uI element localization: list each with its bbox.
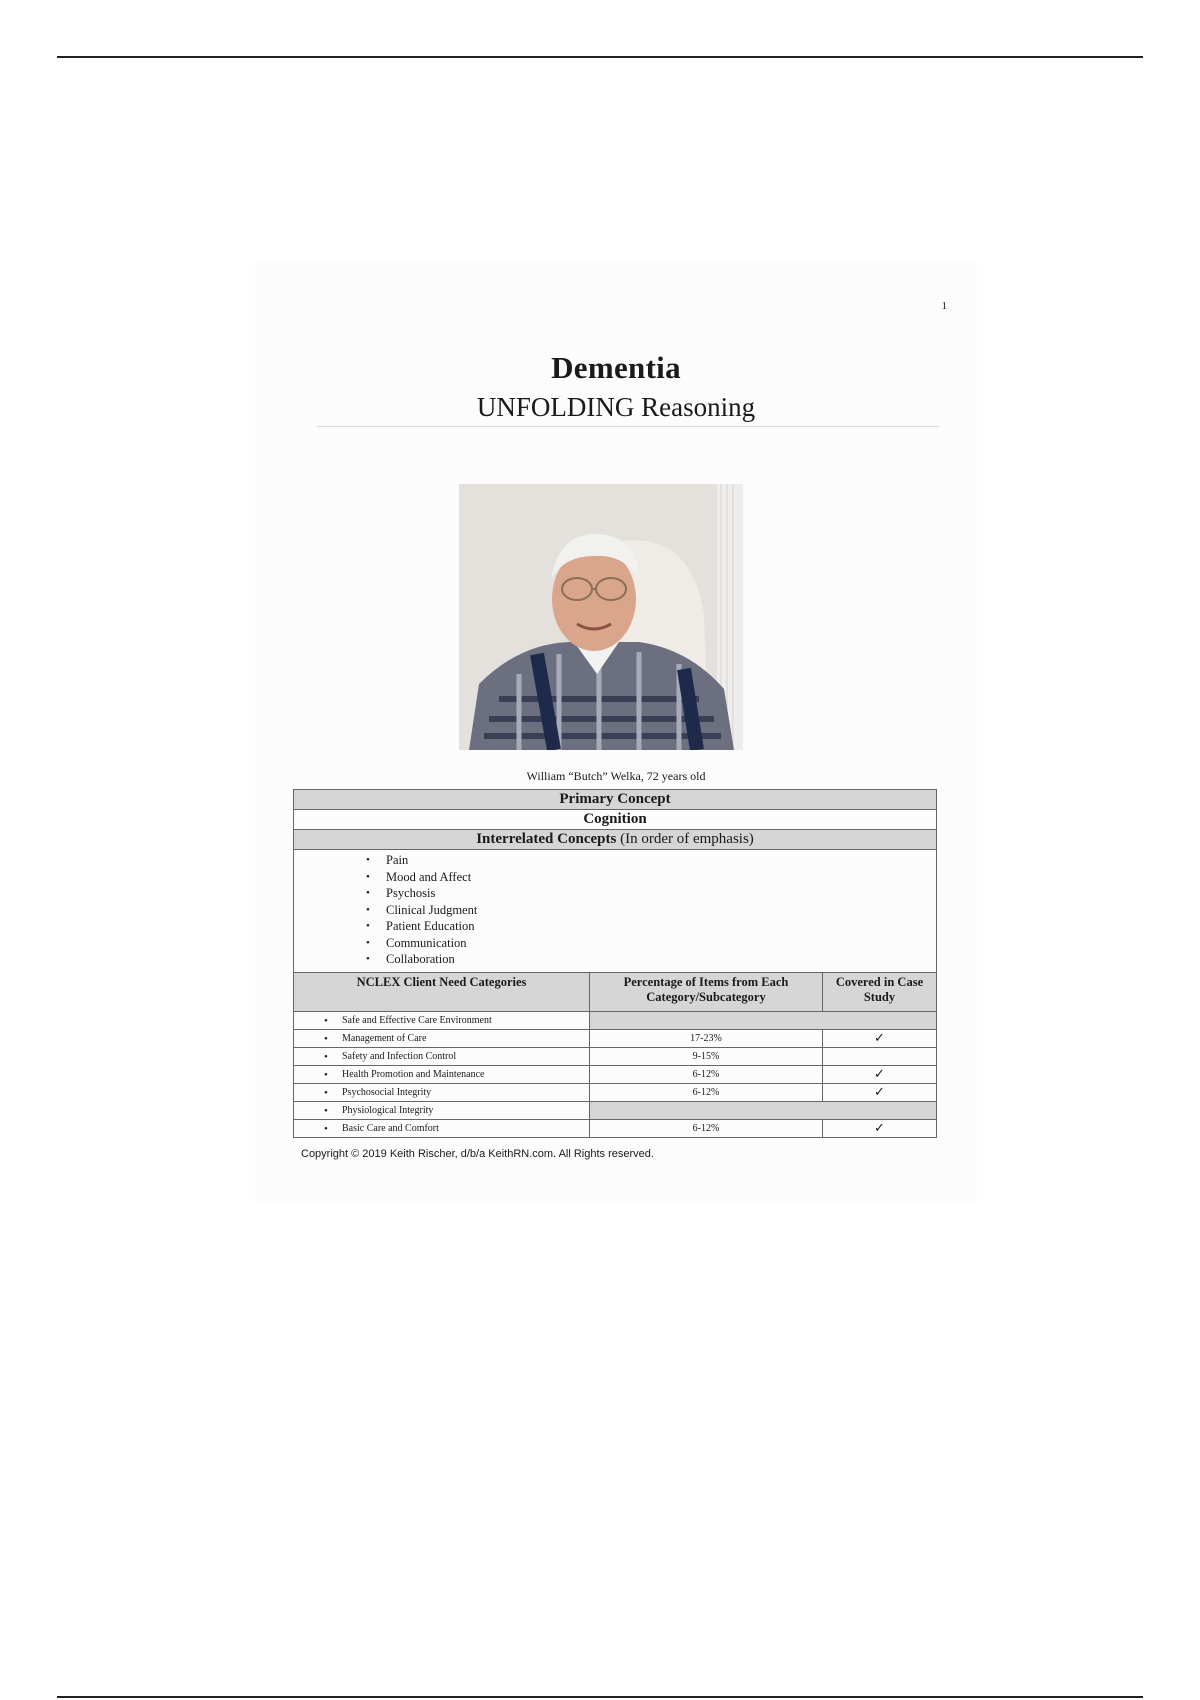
category-cell: • Health Promotion and Maintenance: [294, 1066, 590, 1084]
interrelated-concepts-note: (In order of emphasis): [620, 831, 754, 847]
check-mark-icon: ✓: [823, 1030, 937, 1048]
check-mark-icon: ✓: [823, 1066, 937, 1084]
table-row: [294, 1030, 937, 1048]
category-cell: • Psychosocial Integrity: [294, 1084, 590, 1102]
copyright-notice: Copyright © 2019 Keith Rischer, d/b/a KeithRN.com. All Rights reserved.: [301, 1148, 654, 1160]
patient-photo: [459, 484, 743, 750]
interrelated-concepts-header: [294, 830, 937, 850]
category-cell: • Physiological Integrity: [294, 1102, 590, 1120]
concept-table: [293, 789, 937, 1138]
nclex-covered-header: Covered in Case Study: [823, 973, 937, 1012]
category-cell: • Management of Care: [294, 1030, 590, 1048]
bottom-rule: [57, 1696, 1143, 1698]
table-row: [294, 1048, 937, 1066]
list-item: • Collaboration: [386, 951, 936, 968]
primary-concept-value: Cognition: [294, 810, 937, 830]
page-subtitle: UNFOLDING Reasoning: [476, 392, 756, 422]
primary-concept-header: Primary Concept: [294, 790, 937, 810]
shaded-cell: [590, 1102, 937, 1120]
shaded-cell: [590, 1012, 937, 1030]
list-item: • Clinical Judgment: [386, 902, 936, 919]
interrelated-concepts-label: Interrelated Concepts: [476, 831, 617, 847]
table-row: [294, 1012, 937, 1030]
photo-caption: William “Butch” Welka, 72 years old: [526, 769, 706, 783]
category-cell: • Safe and Effective Care Environment: [294, 1012, 590, 1030]
interrelated-concepts-list: [294, 850, 937, 973]
nclex-category-header: NCLEX Client Need Categories: [294, 973, 590, 1012]
percentage-cell: 9-15%: [590, 1048, 823, 1066]
table-row: [294, 1066, 937, 1084]
check-mark-icon: ✓: [823, 1084, 937, 1102]
list-item: • Psychosis: [386, 885, 936, 902]
nclex-percentage-header: Percentage of Items from Each Category/Subcategory: [590, 973, 823, 1012]
category-cell: • Basic Care and Comfort: [294, 1120, 590, 1138]
check-mark-icon: ✓: [823, 1120, 937, 1138]
percentage-cell: 6-12%: [590, 1084, 823, 1102]
title-divider: [317, 426, 939, 427]
list-item: • Pain: [386, 852, 936, 869]
document-page: [255, 262, 977, 1202]
table-row: [294, 1120, 937, 1138]
covered-cell: [823, 1048, 937, 1066]
percentage-cell: 6-12%: [590, 1120, 823, 1138]
list-item: • Patient Education: [386, 918, 936, 935]
page-number: 1: [941, 300, 947, 312]
table-row: [294, 1102, 937, 1120]
top-rule: [57, 56, 1143, 58]
percentage-cell: 6-12%: [590, 1066, 823, 1084]
category-cell: • Safety and Infection Control: [294, 1048, 590, 1066]
table-row: [294, 1084, 937, 1102]
list-item: • Mood and Affect: [386, 869, 936, 886]
list-item: • Communication: [386, 935, 936, 952]
percentage-cell: 17-23%: [590, 1030, 823, 1048]
page-title: Dementia: [551, 350, 681, 385]
